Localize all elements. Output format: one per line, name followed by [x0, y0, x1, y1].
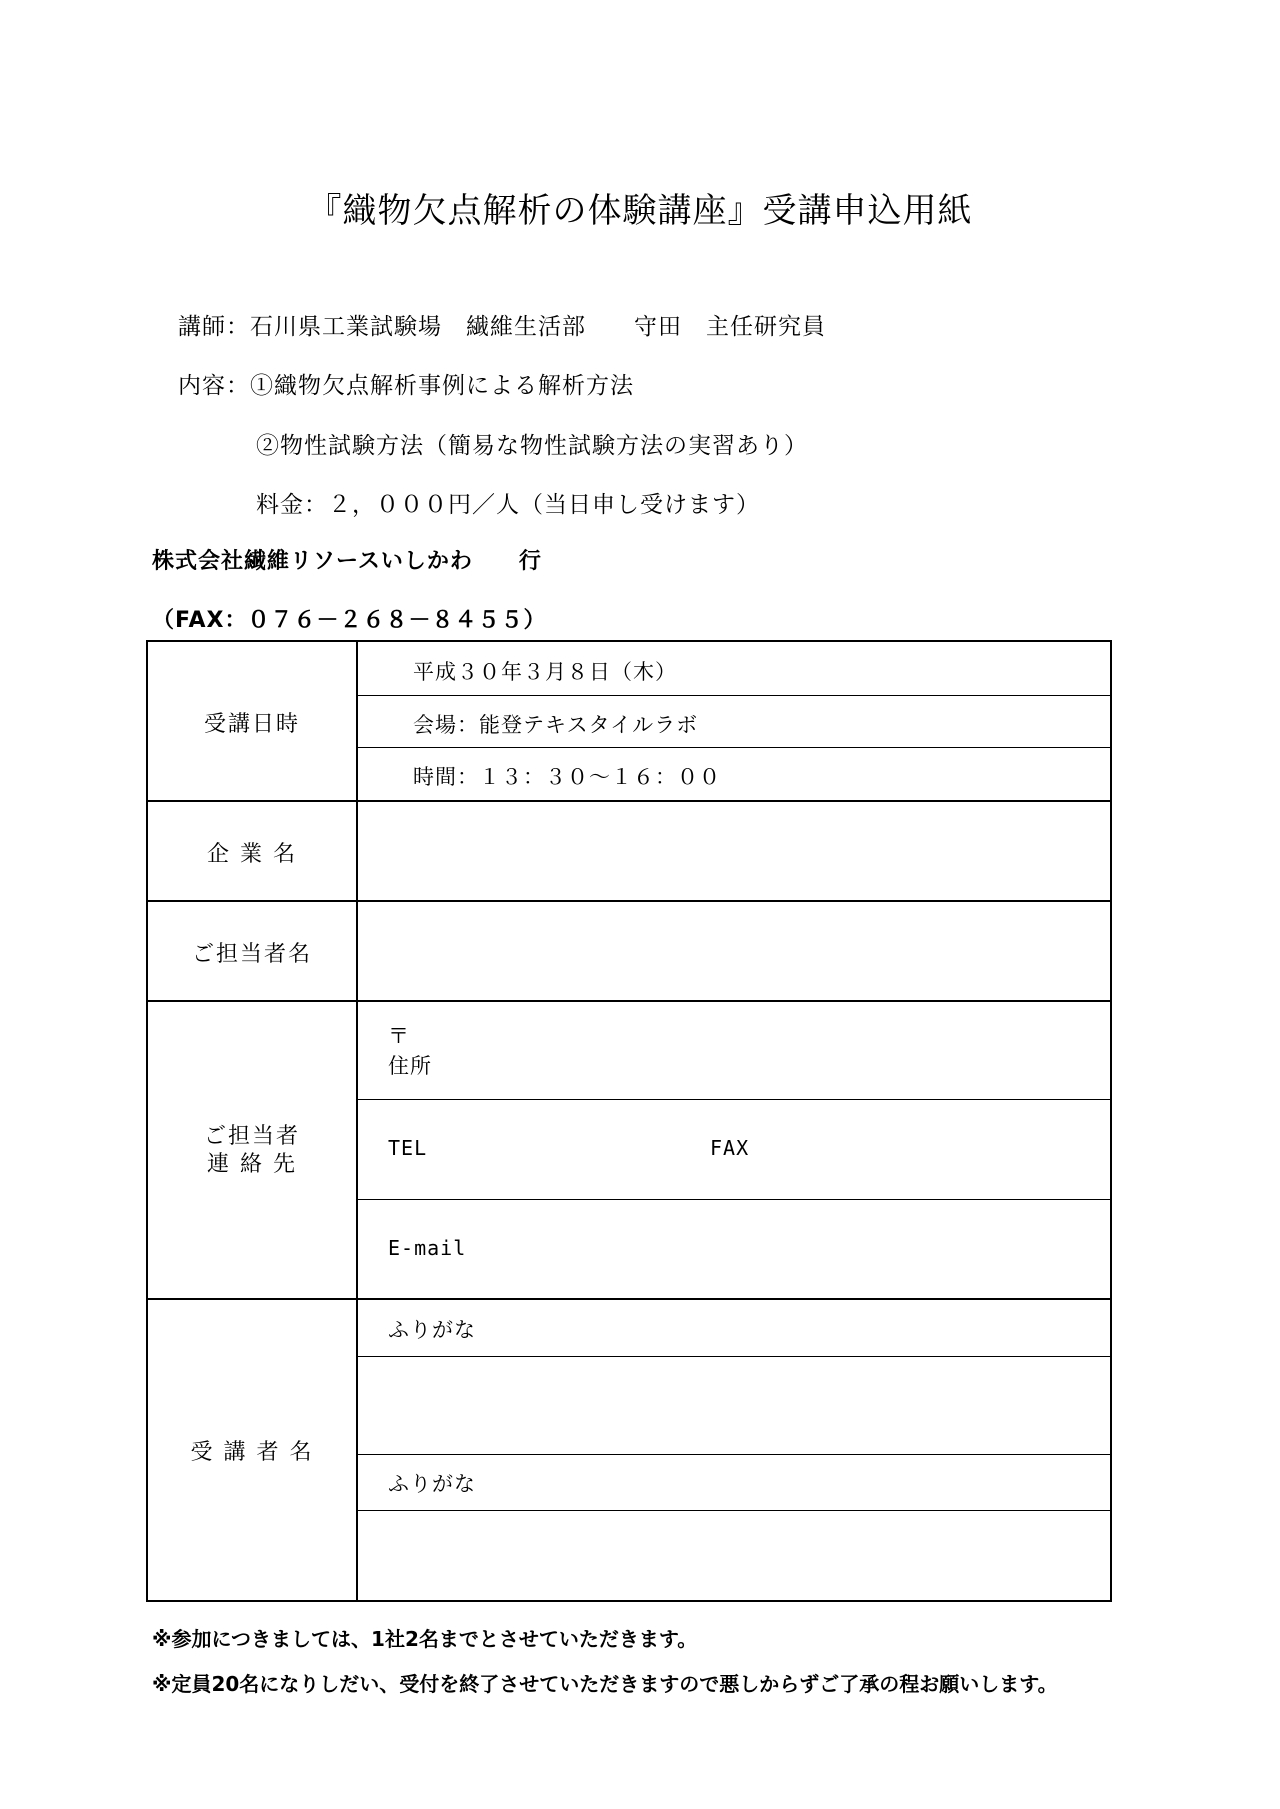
row-divider	[148, 1000, 1110, 1002]
tel-label: TEL	[388, 1136, 428, 1160]
row-divider	[148, 900, 1110, 902]
sub-row-divider	[358, 747, 1110, 748]
row-divider	[148, 1298, 1110, 1300]
page-title: 『織物欠点解析の体験講座』受講申込用紙	[307, 191, 973, 231]
contact-info-label-line-2: 連 絡 先	[207, 1152, 297, 1177]
recipient-line: 株式会社繊維リソースいしかわ 行	[152, 549, 542, 574]
date-value: 平成３０年３月８日（木）	[413, 660, 677, 684]
note-2: ※定員20名になりしだい、受付を終了させていただきますので悪しからずご了承の程お願いします。	[152, 1672, 1058, 1696]
date-label: 受講日時	[148, 642, 358, 802]
application-form-table	[146, 640, 1112, 1602]
sub-row-divider	[358, 1356, 1110, 1357]
email-label: E-mail	[388, 1236, 467, 1260]
contact-info-label	[148, 1002, 358, 1300]
content-line-2: ②物性試験方法（簡易な物性試験方法の実習あり）	[256, 433, 808, 459]
fax-label: FAX	[710, 1136, 750, 1160]
company-label: 企 業 名	[148, 802, 358, 902]
attendee-label: 受 講 者 名	[148, 1300, 358, 1600]
address-label: 住所	[388, 1054, 432, 1078]
row-divider	[148, 800, 1110, 802]
fax-number-line: （FAX：０７６－２６８－８４５５）	[152, 608, 547, 633]
time-value: 時間：１３：３０～１６：００	[413, 765, 721, 789]
furigana-label-2: ふりがな	[388, 1472, 476, 1496]
sub-row-divider	[358, 1454, 1110, 1455]
postal-mark: 〒	[388, 1024, 410, 1048]
sub-row-divider	[358, 1510, 1110, 1511]
fee-line: 料金：２，０００円／人（当日申し受けます）	[256, 492, 760, 518]
content-line-1: 内容：①織物欠点解析事例による解析方法	[178, 373, 634, 399]
venue-value: 会場：能登テキスタイルラボ	[413, 713, 699, 737]
instructor-line: 講師：石川県工業試験場 繊維生活部 守田 主任研究員	[178, 314, 826, 340]
sub-row-divider	[358, 695, 1110, 696]
furigana-label-1: ふりがな	[388, 1318, 476, 1342]
contact-person-label: ご担当者名	[148, 902, 358, 1002]
contact-info-label-line-1: ご担当者	[203, 1124, 300, 1149]
sub-row-divider	[358, 1099, 1110, 1100]
note-1: ※参加につきましては、1社2名までとさせていただきます。	[152, 1627, 698, 1651]
sub-row-divider	[358, 1199, 1110, 1200]
